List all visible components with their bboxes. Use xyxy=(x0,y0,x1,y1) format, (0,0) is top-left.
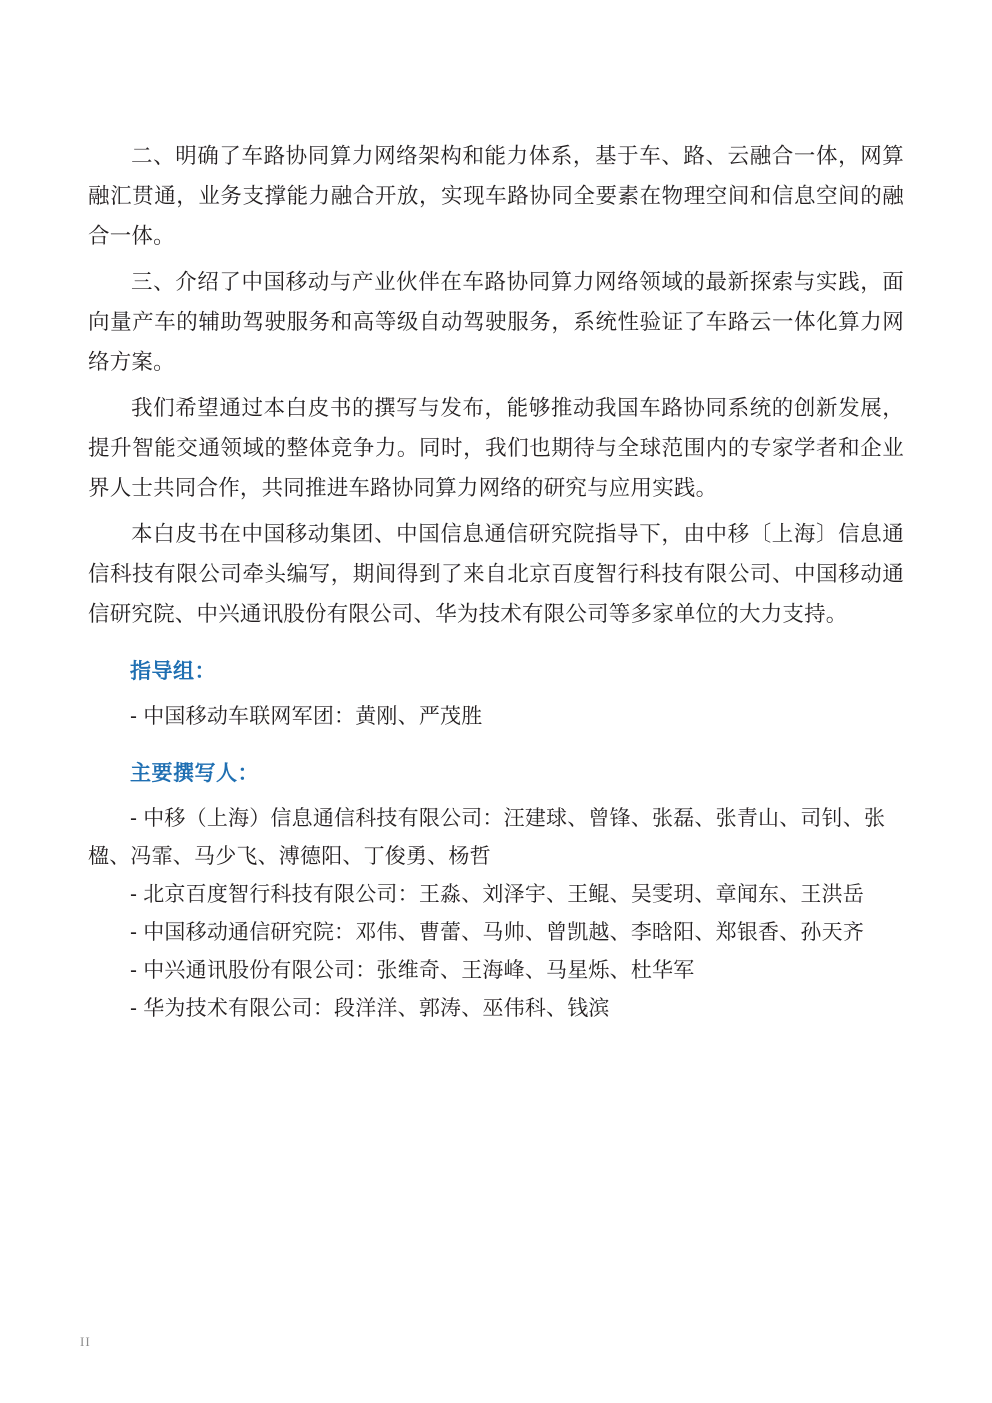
list-item: - 华为技术有限公司：段洋洋、郭涛、巫伟科、钱滨 xyxy=(130,997,610,1020)
paragraph-1: 二、明确了车路协同算力网络架构和能力体系，基于车、路、云融合一体，网算融汇贯通，业务支撑能力融合开放，实现车路协同全要素在物理空间和信息空间的融合一体。 xyxy=(88,144,904,248)
paragraph-4: 本白皮书在中国移动集团、中国信息通信研究院指导下，由中移〔上海〕信息通信科技有限公司牵头编写，期间得到了来自北京百度智行科技有限公司、中国移动通信研究院、中兴通讯股份有限公司、华为技术有限公司等多家单位的大力支持。 xyxy=(88,522,904,626)
paragraph-2: 三、介绍了中国移动与产业伙伴在车路协同算力网络领域的最新探索与实践，面向量产车的辅助驾驶服务和高等级自动驾驶服务，系统性验证了车路云一体化算力网络方案。 xyxy=(88,270,904,374)
list-item: - 中国移动车联网军团：黄刚、严茂胜 xyxy=(130,705,483,728)
main-authors-list xyxy=(88,800,904,1028)
list-item: - 中兴通讯股份有限公司：张维奇、王海峰、马星烁、杜华军 xyxy=(130,959,695,982)
list-item: - 北京百度智行科技有限公司：王淼、刘泽宇、王鲲、吴雯玥、章闻东、王洪岳 xyxy=(130,883,865,906)
section-guidance-group xyxy=(88,656,904,736)
section-main-authors xyxy=(88,758,904,1028)
page-footer xyxy=(80,1333,920,1351)
heading-guidance-group: 指导组： xyxy=(130,660,216,683)
list-item: - 中移（上海）信息通信科技有限公司：汪建球、曾锋、张磊、张青山、司钊、张楹、冯霏、马少飞、溥德阳、丁俊勇、杨哲 xyxy=(88,807,886,868)
heading-main-authors: 主要撰写人： xyxy=(130,762,259,785)
guidance-group-list xyxy=(88,698,904,736)
page-number: II xyxy=(80,1334,91,1349)
list-item: - 中国移动通信研究院：邓伟、曹蕾、马帅、曾凯越、李晗阳、郑银香、孙天齐 xyxy=(130,921,865,944)
paragraph-3: 我们希望通过本白皮书的撰写与发布，能够推动我国车路协同系统的创新发展，提升智能交通领域的整体竞争力。同时，我们也期待与全球范围内的专家学者和企业界人士共同合作，共同推进车路协同算力网络的研究与应用实践。 xyxy=(88,396,904,500)
page-content xyxy=(88,136,904,1030)
